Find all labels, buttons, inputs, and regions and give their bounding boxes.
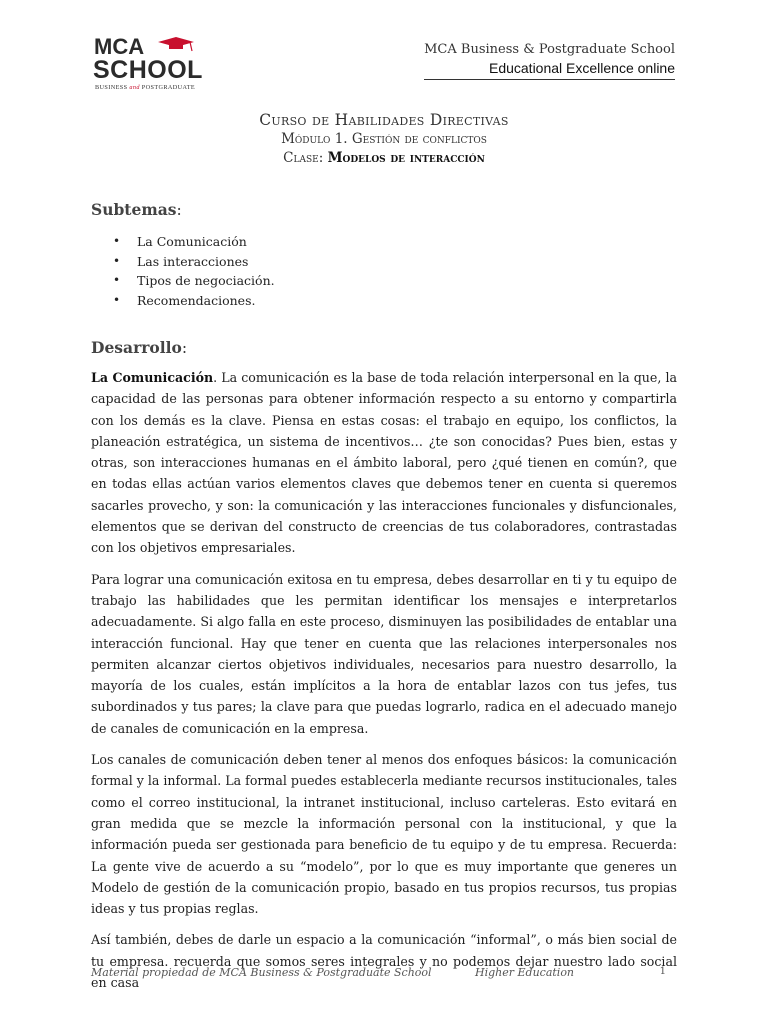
page-number: 1 xyxy=(659,966,666,977)
paragraph-text: . La comunicación es la base de toda relación interpersonal en la que, la capacidad de las personas para obtener información respecto a su entorno y compartirla con los demás es la clave. Piensa en estas cosas: el trabajo en equipo, los conflictos, la planeación estratégica, un sistema de incentivos… ¿te son conocidas? Pues bien, estas y otras, son interacciones humanas en el ámbito laboral, pero ¿qué tienen en común?, que en todas ellas actúan varios elementos claves que debemos tener en cuenta si queremos sacarles provecho, y son: la comunicación y las interacciones funcionales y disfuncionales, elementos que se derivan del constructo de creencias de tus colaboradores, contrastadas con los objetivos empresariales. xyxy=(91,370,677,556)
svg-text:BUSINESS and POSTGRADUATE: BUSINESS and POSTGRADUATE xyxy=(95,84,196,91)
module-title: Módulo 1. Gestión de conflictos xyxy=(281,131,487,147)
header-tagline: Educational Excellence online xyxy=(424,59,675,80)
document-titles xyxy=(0,110,768,168)
footer-label: Higher Education xyxy=(475,966,575,979)
subtemas-heading-colon: : xyxy=(176,201,182,219)
paragraph-informal: Así también, debes de darle un espacio a la comunicación “informal”, o más bien social de tu empresa. recuerda que somos seres integrales y no podemos dejar nuestro lado social en casa xyxy=(91,932,677,991)
class-title xyxy=(0,149,768,168)
paragraph-comunicacion xyxy=(91,367,677,559)
class-name: Modelos de interacción xyxy=(327,150,485,166)
subtemas-list xyxy=(91,232,275,310)
footer-ownership: Material propiedad de MCA Business & Postgraduate School xyxy=(91,966,432,979)
course-title: Curso de Habilidades Directivas xyxy=(259,111,509,129)
graduation-cap-icon xyxy=(158,37,194,51)
subtemas-heading-text: Subtemas xyxy=(91,200,177,219)
desarrollo-heading xyxy=(91,338,187,357)
mca-school-logo xyxy=(92,34,220,94)
list-item: • Recomendaciones. xyxy=(91,291,275,311)
subtemas-heading xyxy=(91,200,182,219)
class-prefix: Clase: xyxy=(283,150,328,166)
desarrollo-heading-text: Desarrollo xyxy=(91,338,182,357)
svg-text:SCHOOL: SCHOOL xyxy=(93,56,203,84)
desarrollo-heading-colon: : xyxy=(181,339,188,357)
desarrollo-body xyxy=(91,367,677,1003)
svg-text:MCA: MCA xyxy=(94,34,145,59)
paragraph-lead: La Comunicación xyxy=(91,370,214,385)
list-item: • Las interacciones xyxy=(91,252,275,272)
header-right xyxy=(424,41,675,80)
list-item: • Tipos de negociación. xyxy=(91,271,275,291)
paragraph-comunicacion-exitosa: Para lograr una comunicación exitosa en tu empresa, debes desarrollar en ti y tu equipo de trabajo las habilidades que les permitan identificar los mensajes e interpretarlos adecuadamente. Si algo falla en este proceso, disminuyen las posibilidades de entablar una interacción funcional. Hay que tener en cuenta que las relaciones interpersonales nos permiten alcanzar ciertos objetivos individuales, necesarios para nuestro desarrollo, la mayoría de los cuales, están implícitos a la hora de entablar lazos con tus jefes, tus subordinados y tus pares; la clave para que puedas lograrlo, radica en el adecuado manejo de canales de comunicación en la empresa. xyxy=(91,571,677,736)
paragraph-canales: Los canales de comunicación deben tener al menos dos enfoques básicos: la comunicación formal y la informal. La formal puedes establecerla mediante recursos institucionales, tales como el correo institucional, la intranet institucional, incluso carteleras. Esto evitará en gran medida que se mezcle la información personal con la institucional, y que la información pueda ser gestionada para beneficio de tu equipo y de tu empresa. Recuerda: La gente vive de acuerdo a su “modelo”, por lo que es muy importante que generes un Modelo de gestión de la comunicación propio, basado en tus propios recursos, tus propias ideas y tus propias reglas. xyxy=(91,752,678,917)
list-item: • La Comunicación xyxy=(91,232,275,252)
school-name: MCA Business & Postgraduate School xyxy=(424,42,675,57)
mca-school-logo-graphic xyxy=(92,34,220,94)
